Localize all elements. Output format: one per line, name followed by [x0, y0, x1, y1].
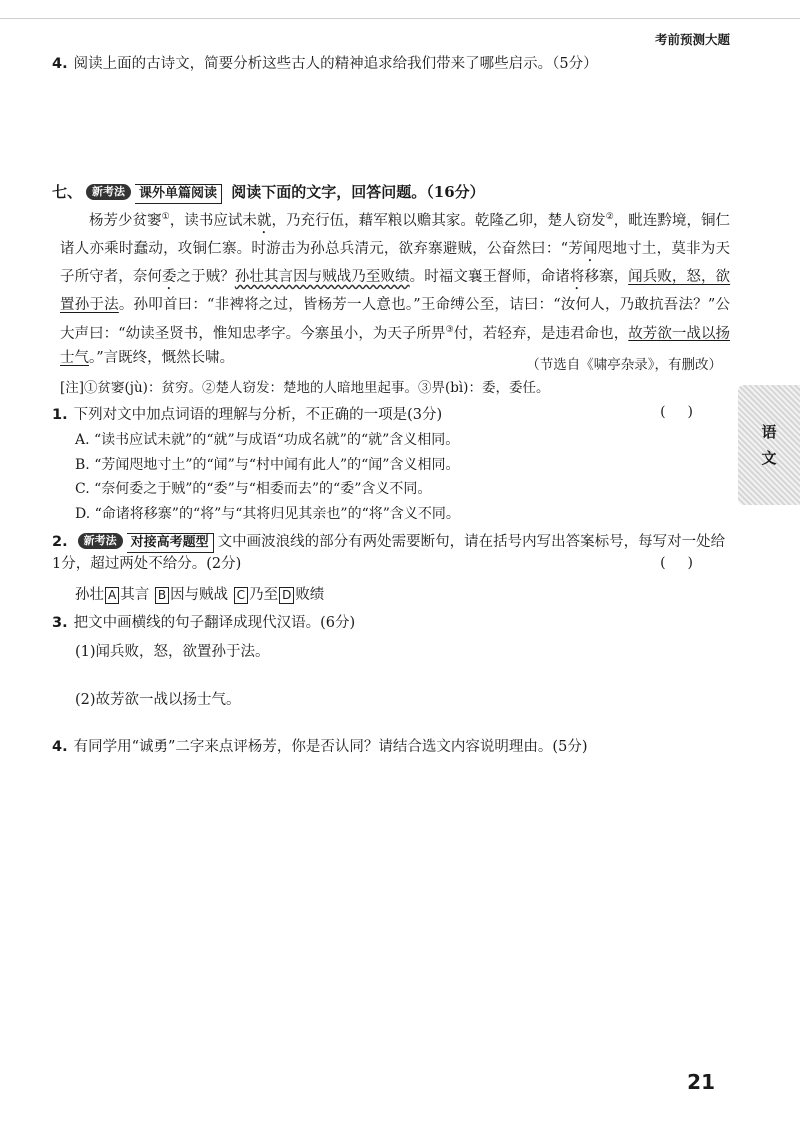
section-instruction: 阅读下面的文字，回答问题。（16分）	[231, 183, 485, 201]
question-text: 把文中画横线的句子翻译成现代汉语。(6分)	[73, 615, 356, 631]
section-prefix: 七、	[52, 183, 83, 201]
q1-options	[75, 428, 460, 526]
dotted-word-jiu: 就	[256, 212, 272, 229]
break-mark-a: A	[105, 587, 119, 604]
break-mark-d: D	[279, 587, 294, 604]
question-text: 下列对文中加点词语的理解与分析，不正确的一项是(3分)	[73, 407, 443, 423]
break-mark-c: C	[234, 587, 248, 604]
side-tab-char: 文	[761, 449, 777, 467]
question-3: 3. 把文中画横线的句子翻译成现代汉语。(6分)	[52, 615, 356, 631]
question-text: 阅读上面的古诗文，简要分析这些古人的精神追求给我们带来了哪些启示。（5分）	[73, 56, 598, 72]
option-b[interactable]: B. “芳闻咫地寸土”的“闻”与“村中闻有此人”的“闻”含义相同。	[75, 456, 460, 473]
footnote-marker: ②	[605, 212, 614, 222]
underlined-sentence-1: 闻兵败，怒，欲置孙于法	[60, 268, 731, 313]
question-4: 4. 有同学用“诚勇”二字来点评杨芳，你是否认同？请结合选文内容说明理由。(5分)	[52, 739, 588, 755]
prev-question-4	[52, 53, 598, 75]
dotted-word-jiang: 将	[569, 268, 585, 285]
question-text: 文中画波浪线的部分有两处需要断句，请在括号内写出答案标号，每写对一处给1分，超过两处不给分。(2分)	[52, 534, 726, 572]
answer-bracket-q1[interactable]: ()	[660, 404, 715, 420]
underlined-sentence-2: 故芳欲一战以扬士气	[60, 325, 731, 367]
wavy-underline-sentence: 孙壮其言因与贼战乃至败绩	[234, 268, 410, 285]
question-text: 有同学用“诚勇”二字来点评杨芳，你是否认同？请结合选文内容说明理由。(5分)	[73, 739, 588, 755]
segmentation-line: 孙壮 A 其言 B 因与贼战 C 乃至 D 败绩	[75, 587, 325, 603]
footnote-marker: ①	[161, 212, 170, 222]
section-seven-title	[52, 180, 485, 204]
passage-source: （节选自《啸亭杂录》，有删改）	[526, 357, 722, 373]
answer-bracket-q2[interactable]: ()	[660, 555, 715, 571]
question-2: 2. 新考法 对接高考题型 文中画波浪线的部分有两处需要断句，请在括号内写出答案标号，每写对一处给1分，超过两处不给分。(2分)	[52, 534, 726, 572]
header-rule	[0, 18, 800, 19]
section-tag: 课外单篇阅读	[135, 184, 222, 204]
page-number: 21	[687, 1070, 715, 1094]
dotted-word-wen: 闻	[582, 240, 598, 257]
annotation-notes: [注]①贫窭(jù)：贫穷。②楚人窃发：楚地的人暗地里起事。③畀(bì)：委，委任。	[60, 380, 550, 396]
new-exam-badge: 新考法	[78, 533, 123, 549]
footnote-marker: ③	[445, 324, 454, 335]
translation-item-2: (2)故芳欲一战以扬士气。	[75, 692, 241, 708]
question-number: 4.	[52, 56, 68, 72]
reading-passage: 杨芳少贫窭①，读书应试未就，乃充行伍，藉军粮以赡其家。乾隆乙卯，楚人窃发②，毗连黔境，铜仁诸人亦乘时蠢动，攻铜仁寨。时游击为孙总兵清元，欲弃寨避贼，公奋然曰：“芳闻咫地寸土，莫非为天子所守者，奈何委之于贼？孙壮其言因与贼战乃至败绩。时福文襄王督师，命诸将移寨，闻兵败，怒，欲置孙于法。孙叩首曰：“非裨将之过，皆杨芳一人意也。”王命缚公至，诘曰：“汝何人，乃敢抗吾法？”公大声曰：“幼读圣贤书，惟知忠孝字。今寨虽小，为天子所畀③付，若轻弃，是违君命也，故芳欲一战以扬士气。”言既终，慨然长啸。	[60, 212, 731, 367]
option-c[interactable]: C. “奈何委之于贼”的“委”与“相委而去”的“委”含义不同。	[75, 481, 432, 497]
question-tag: 对接高考题型	[127, 533, 214, 553]
option-d[interactable]: D. “命诸将移寨”的“将”与“其将归见其亲也”的“将”含义不同。	[75, 505, 460, 522]
side-tab-char: 语	[761, 423, 777, 441]
break-mark-b: B	[155, 587, 169, 604]
new-exam-badge: 新考法	[86, 184, 131, 200]
option-a[interactable]: A. “读书应试未就”的“就”与成语“功成名就”的“就”含义相同。	[75, 432, 460, 448]
dotted-word-wei: 委	[161, 268, 177, 285]
translation-item-1: (1)闻兵败，怒，欲置孙于法。	[75, 644, 270, 660]
subject-side-tab	[738, 385, 800, 505]
header-title: 考前预测大题	[654, 32, 730, 47]
question-1: 1. 下列对文中加点词语的理解与分析，不正确的一项是(3分)	[52, 407, 443, 423]
